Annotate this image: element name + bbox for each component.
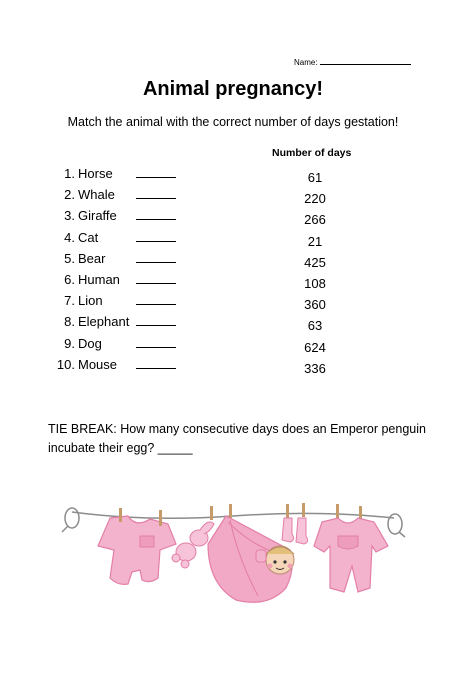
item-number: 3. xyxy=(64,208,75,224)
answer-blank[interactable] xyxy=(136,177,176,178)
answer-blank[interactable] xyxy=(136,262,176,263)
list-item xyxy=(48,166,129,187)
item-number: 1. xyxy=(64,166,75,181)
animal-name: Cat xyxy=(78,229,99,245)
page-title: Animal pregnancy! xyxy=(142,78,324,100)
item-number: 4. xyxy=(64,229,75,245)
answer-blank[interactable] xyxy=(136,325,176,326)
animal-name: Lion xyxy=(78,293,103,309)
animal-name: Elephant xyxy=(78,314,130,330)
answer-blank[interactable] xyxy=(136,198,176,199)
item-number: 6. xyxy=(64,271,75,287)
list-item xyxy=(48,357,129,378)
answer-blank[interactable] xyxy=(136,219,176,220)
tie-break-question: TIE BREAK: How many consecutive days does an Emperor penguin incubate their egg? _____ xyxy=(48,422,426,455)
answer-blank[interactable] xyxy=(136,368,176,369)
list-item xyxy=(48,314,129,335)
instructions: Match the animal with the correct number of days gestation! xyxy=(67,115,399,129)
sleepsuit-right-icon xyxy=(314,518,388,592)
animal-name: Human xyxy=(78,271,120,287)
animal-name: Bear xyxy=(78,250,106,266)
list-item xyxy=(48,208,129,229)
days-value: 63 xyxy=(307,318,323,334)
list-item xyxy=(48,293,129,314)
answer-blank[interactable] xyxy=(136,304,176,305)
animal-name: Horse xyxy=(78,166,113,181)
list-item xyxy=(48,187,129,208)
list-item xyxy=(48,336,129,357)
days-value: 425 xyxy=(304,254,326,270)
answer-blank[interactable] xyxy=(136,347,176,348)
days-value: 220 xyxy=(304,191,326,207)
onesie-left-icon xyxy=(98,508,176,584)
name-label: Name: xyxy=(294,58,318,67)
days-value: 624 xyxy=(304,339,326,355)
answer-blank[interactable] xyxy=(136,241,176,242)
days-value: 360 xyxy=(304,297,326,313)
days-list xyxy=(290,170,340,382)
item-number: 2. xyxy=(64,187,75,203)
days-value: 61 xyxy=(307,170,323,185)
name-line[interactable] xyxy=(320,57,411,65)
list-item xyxy=(48,272,129,293)
baby-socks-icon xyxy=(282,518,308,544)
days-value: 21 xyxy=(307,233,323,249)
animal-list xyxy=(48,166,129,378)
days-column-header: Number of days xyxy=(272,147,352,159)
days-value: 108 xyxy=(304,275,326,291)
list-item xyxy=(48,251,129,272)
baby-clothesline-illustration xyxy=(58,488,408,613)
animal-name: Dog xyxy=(78,335,102,351)
animal-name: Giraffe xyxy=(78,208,117,224)
item-number: 10. xyxy=(56,356,75,372)
animal-name: Mouse xyxy=(78,356,118,372)
list-item xyxy=(48,230,129,251)
item-number: 8. xyxy=(64,314,75,330)
baby-in-sling-icon xyxy=(208,516,294,602)
name-field-row xyxy=(294,57,411,67)
animal-name: Whale xyxy=(78,187,115,203)
answer-blank[interactable] xyxy=(136,283,176,284)
item-number: 5. xyxy=(64,250,75,266)
item-number: 9. xyxy=(64,335,75,351)
days-value: 266 xyxy=(304,212,326,228)
days-value: 336 xyxy=(304,360,326,376)
item-number: 7. xyxy=(64,293,75,309)
